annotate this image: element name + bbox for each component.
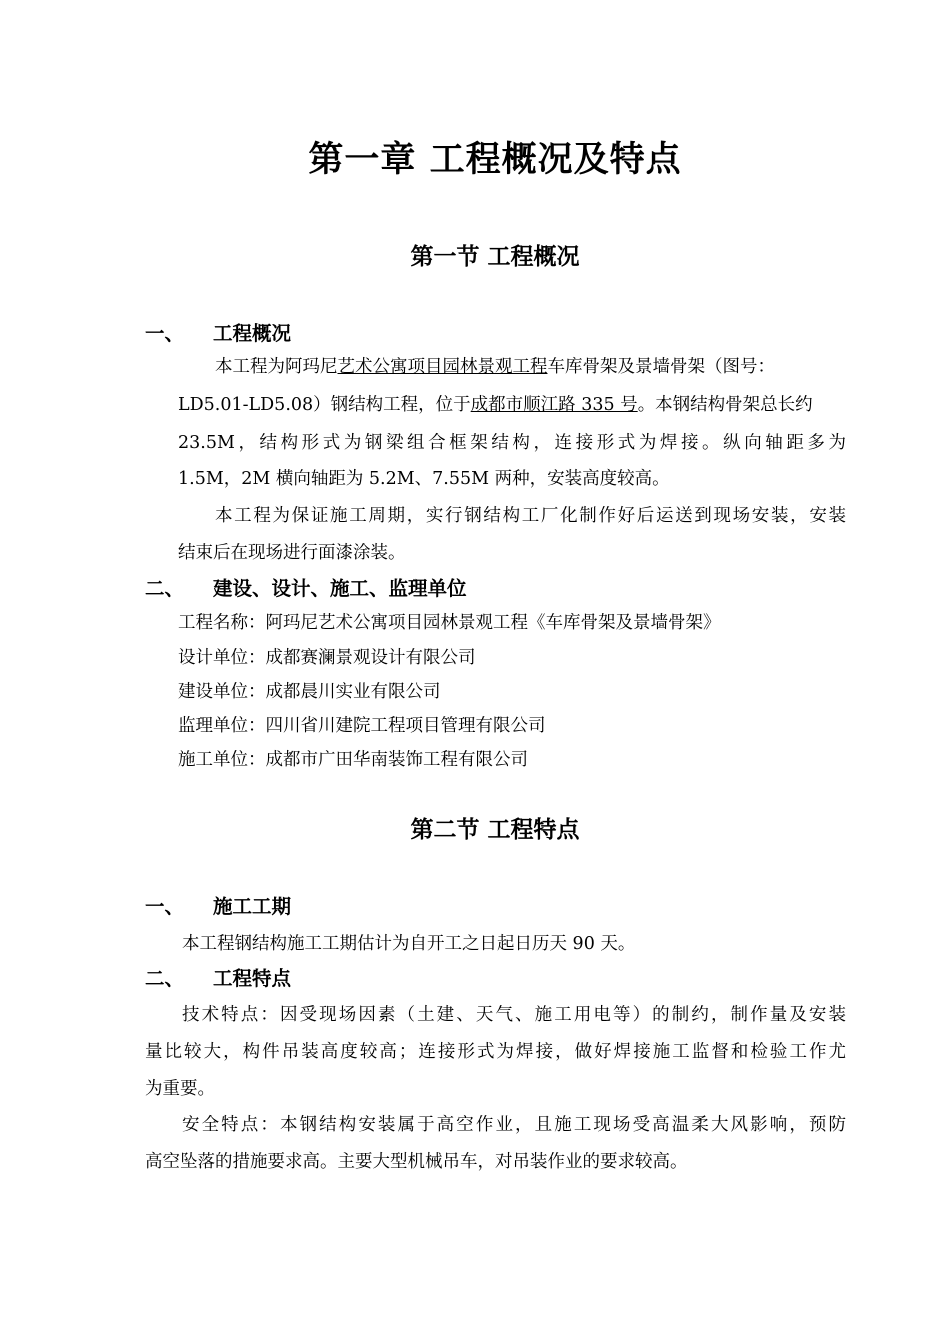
text-run: LD5.01-LD5.08）钢结构工程，位于 [178,395,471,415]
address-underlined: 成都市顺江路 335 号 [470,395,638,415]
overview-p2-line-2: 结束后在现场进行面漆涂装。 [178,543,406,563]
unit-line-project: 工程名称：阿玛尼艺术公寓项目园林景观工程《车库骨架及景墙骨架》 [178,613,721,633]
safety-line-1: 安全特点：本钢结构安装属于高空作业，且施工现场受高温柔大风影响，预防 [182,1115,846,1135]
unit-line-supervision: 监理单位：四川省川建院工程项目管理有限公司 [178,716,546,736]
overview-p2-line-1: 本工程为保证施工周期，实行钢结构工厂化制作好后运送到现场安装，安装 [215,506,846,526]
subheading-label: 工程特点 [213,967,292,990]
project-name-underlined: 艺术公寓项目园林景观工程 [337,357,548,377]
subheading-label: 建设、设计、施工、监理单位 [213,577,467,600]
subheading-label: 施工工期 [213,895,292,918]
subheading-units [145,573,467,601]
tech-line-3: 为重要。 [145,1079,215,1099]
unit-line-build: 建设单位：成都晨川实业有限公司 [178,682,441,702]
safety-line-2: 高空坠落的措施要求高。主要大型机械吊车，对吊装作业的要求较高。 [145,1152,688,1172]
text-run: 。本钢结构骨架总长约 [637,395,813,415]
unit-line-construction: 施工单位：成都市广田华南装饰工程有限公司 [178,750,528,770]
text-run: 本工程为阿玛尼 [215,357,338,377]
chapter-title: 第一章 工程概况及特点 [308,140,682,180]
subheading-number: 二、 [145,577,185,600]
period-text: 本工程钢结构施工工期估计为自开工之日起日历天 90 天。 [182,934,636,954]
section-title-2: 第二节 工程特点 [410,817,580,843]
subheading-number: 二、 [145,967,185,990]
subheading-overview [145,318,291,346]
subheading-number: 一、 [145,895,185,918]
overview-line-2 [178,391,813,416]
unit-line-design: 设计单位：成都赛澜景观设计有限公司 [178,648,476,668]
section-title-1: 第一节 工程概况 [410,244,580,270]
text-run: 车库骨架及景墙骨架（图号： [547,357,775,377]
overview-line-3: 23.5M，结构形式为钢梁组合框架结构，连接形式为焊接。纵向轴距多为 [178,433,846,453]
overview-line-4: 1.5M，2M 横向轴距为 5.2M、7.55M 两种，安装高度较高。 [178,469,670,489]
subheading-label: 工程概况 [213,322,292,345]
subheading-period [145,891,291,919]
subheading-number: 一、 [145,322,185,345]
subheading-features [145,963,291,991]
tech-line-2: 量比较大，构件吊装高度较高；连接形式为焊接，做好焊接施工监督和检验工作尤 [145,1042,846,1062]
overview-line-1 [215,353,775,378]
tech-line-1: 技术特点：因受现场因素（土建、天气、施工用电等）的制约，制作量及安装 [182,1005,846,1025]
